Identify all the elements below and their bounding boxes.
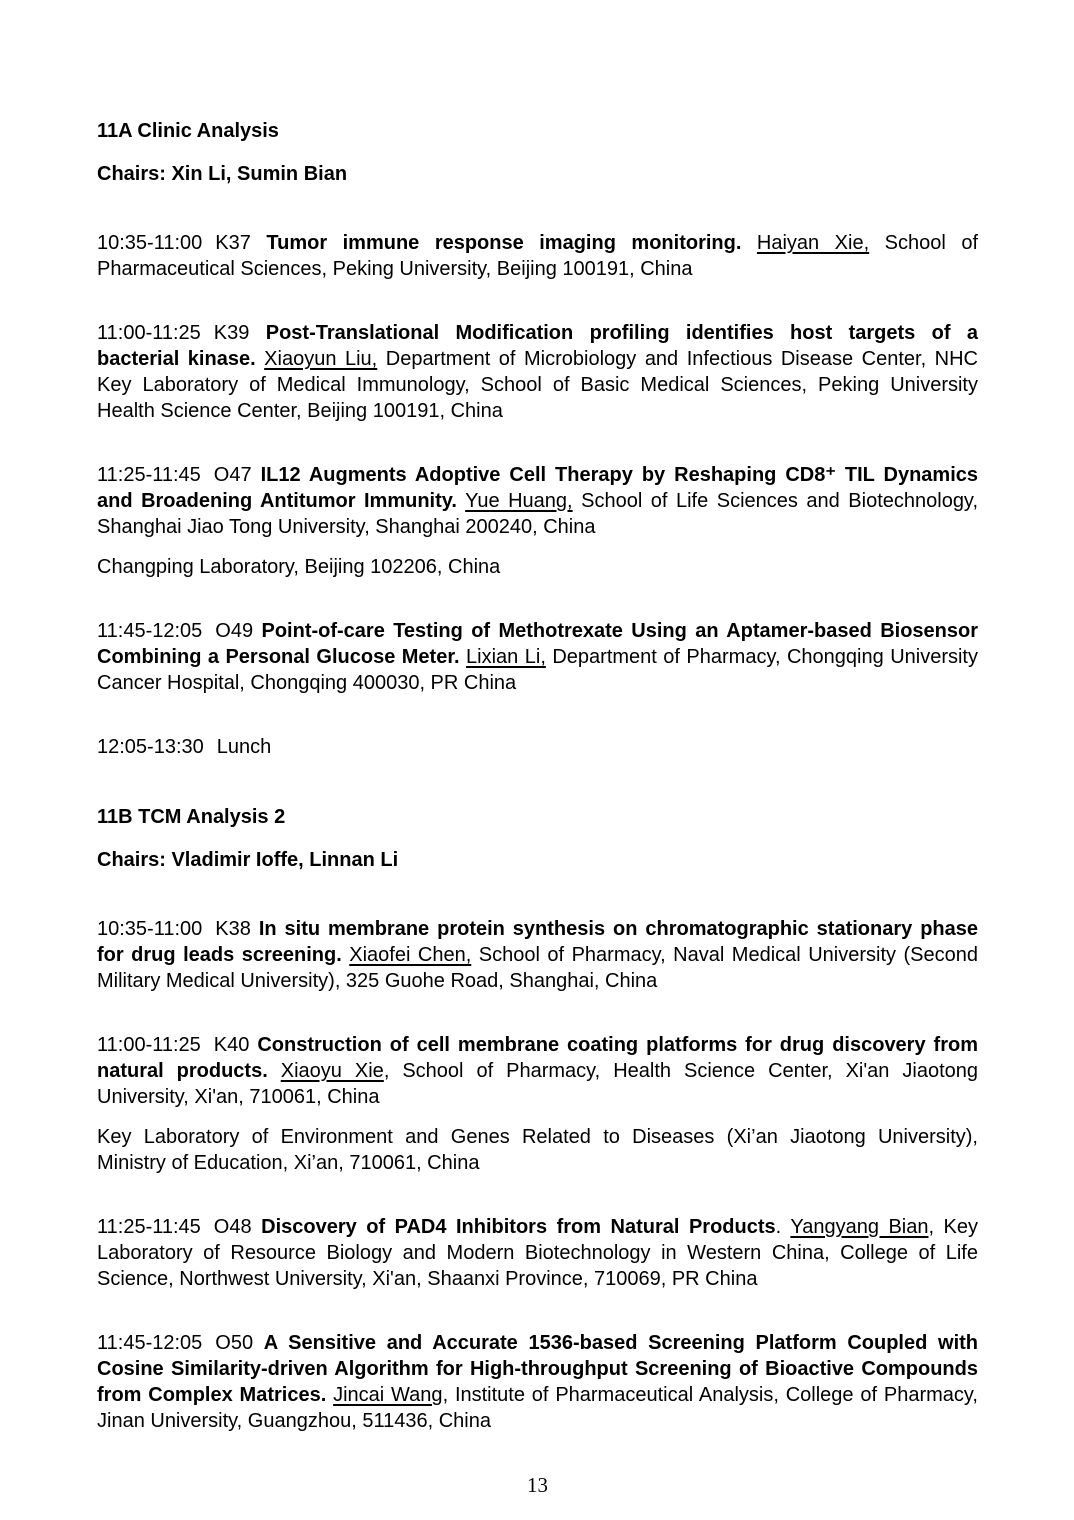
session-time: 11:25-11:45: [97, 464, 201, 486]
lunch-label: Lunch: [216, 736, 272, 758]
session-affiliation: , School of Pharmacy, Health Science Center, Xi'an Jiaotong University, Xi'an, 710061, China: [97, 1060, 979, 1108]
session-time: 11:00-11:25: [97, 322, 201, 344]
session-speaker: Yangyang Bian: [790, 1216, 929, 1238]
session-title: IL12 Augments Adoptive Cell Therapy by Reshaping CD8⁺ TIL Dynamics and Broadening Antitumor Immunity.: [97, 464, 978, 512]
session-speaker: Xiaofei Chen,: [349, 944, 472, 966]
title-speaker-separator: .: [775, 1216, 791, 1238]
session-entry-k37: [97, 230, 978, 282]
session-code: O47: [213, 464, 252, 486]
session-extra-affiliation: Key Laboratory of Environment and Genes Related to Diseases (Xi’an Jiaotong University), Ministry of Education, Xi’an, 710061, China: [97, 1126, 978, 1174]
section-heading-11b: 11B TCM Analysis 2: [97, 806, 286, 828]
session-title: Tumor immune response imaging monitoring.: [266, 232, 742, 254]
session-code: K37: [215, 232, 251, 254]
session-code: O48: [213, 1216, 252, 1238]
session-entry-o47: [97, 462, 978, 580]
section-chairs-11b: Chairs: Vladimir Ioffe, Linnan Li: [97, 849, 399, 871]
session-paragraph: [97, 462, 978, 540]
session-entry-o49: [97, 618, 978, 696]
session-title: Discovery of PAD4 Inhibitors from Natural Products: [261, 1216, 776, 1238]
title-speaker-separator: [457, 490, 465, 512]
session-affiliation: , Institute of Pharmaceutical Analysis, College of Pharmacy, Jinan University, Guangzhou, 511436, China: [97, 1384, 978, 1432]
session-speaker: Yue Huang,: [465, 490, 573, 512]
session-affiliation: Department of Pharmacy, Chongqing University Cancer Hospital, Chongqing 400030, PR China: [97, 646, 978, 694]
session-paragraph: [97, 1032, 978, 1110]
page-number: 13: [527, 1473, 548, 1497]
section-heading-11a: 11A Clinic Analysis: [97, 120, 279, 142]
session-entry-o50: [97, 1330, 978, 1434]
session-code: K40: [213, 1034, 250, 1056]
section-chairs-11a: Chairs: Xin Li, Sumin Bian: [97, 163, 348, 185]
session-time: 11:25-11:45: [97, 1216, 201, 1238]
session-affiliation: , Key Laboratory of Resource Biology and Modern Biotechnology in Western China, College of Life Science, Northwest University, Xi'an, Shaanxi Province, 710069, PR China: [97, 1216, 978, 1290]
session-code: K39: [213, 322, 250, 344]
session-title: Point-of-care Testing of Methotrexate Using an Aptamer-based Biosensor Combining a Personal Glucose Meter.: [97, 620, 978, 668]
session-speaker: Haiyan Xie,: [756, 232, 870, 254]
session-time: 11:45-12:05: [97, 1332, 203, 1354]
session-speaker: Lixian Li,: [466, 646, 546, 668]
session-entry-k38: [97, 916, 978, 994]
lunch-entry: [97, 734, 978, 760]
title-speaker-separator: [741, 232, 757, 254]
session-extra-affiliation: Changping Laboratory, Beijing 102206, China: [97, 556, 501, 578]
session-paragraph: [97, 230, 978, 282]
session-affiliation: Department of Microbiology and Infectious Disease Center, NHC Key Laboratory of Medical Immunology, School of Basic Medical Sciences, Peking University Health Science Center, Beijing 100191, China: [97, 348, 978, 422]
session-paragraph: [97, 1330, 978, 1434]
session-paragraph: [97, 618, 978, 696]
session-title: A Sensitive and Accurate 1536-based Screening Platform Coupled with Cosine Similarity-driven Algorithm for High-throughput Screening of Bioactive Compounds from Complex Matrices.: [97, 1332, 978, 1406]
session-paragraph: [97, 320, 978, 424]
session-time: 11:00-11:25: [97, 1034, 201, 1056]
session-entry-k40: [97, 1032, 978, 1176]
session-affiliation: School of Life Sciences and Biotechnology, Shanghai Jiao Tong University, Shanghai 200240, China: [97, 490, 979, 538]
session-speaker: Jincai Wang: [333, 1384, 443, 1406]
title-speaker-separator: [268, 1060, 281, 1082]
session-title: In situ membrane protein synthesis on chromatographic stationary phase for drug leads screening.: [97, 918, 978, 966]
session-speaker: Xiaoyun Liu,: [264, 348, 378, 370]
session-entry-k39: [97, 320, 978, 424]
session-time: 10:35-11:00: [97, 232, 203, 254]
session-paragraph: [97, 1214, 978, 1292]
session-title: Post-Translational Modification profiling identifies host targets of a bacterial kinase.: [97, 322, 978, 370]
session-code: O50: [215, 1332, 254, 1354]
session-entry-o48: [97, 1214, 978, 1292]
session-time: 11:45-12:05: [97, 620, 203, 642]
session-time: 10:35-11:00: [97, 918, 203, 940]
title-speaker-separator: [256, 348, 265, 370]
session-code: K38: [215, 918, 251, 940]
session-paragraph: [97, 916, 978, 994]
session-speaker: Xiaoyu Xie: [280, 1060, 384, 1082]
session-affiliation: School of Pharmacy, Naval Medical University (Second Military Medical University), 325 Guohe Road, Shanghai, China: [97, 944, 978, 992]
lunch-time: 12:05-13:30: [97, 736, 204, 758]
session-title: Construction of cell membrane coating platforms for drug discovery from natural products.: [97, 1034, 978, 1082]
session-affiliation: School of Pharmaceutical Sciences, Peking University, Beijing 100191, China: [97, 232, 979, 280]
session-code: O49: [215, 620, 254, 642]
